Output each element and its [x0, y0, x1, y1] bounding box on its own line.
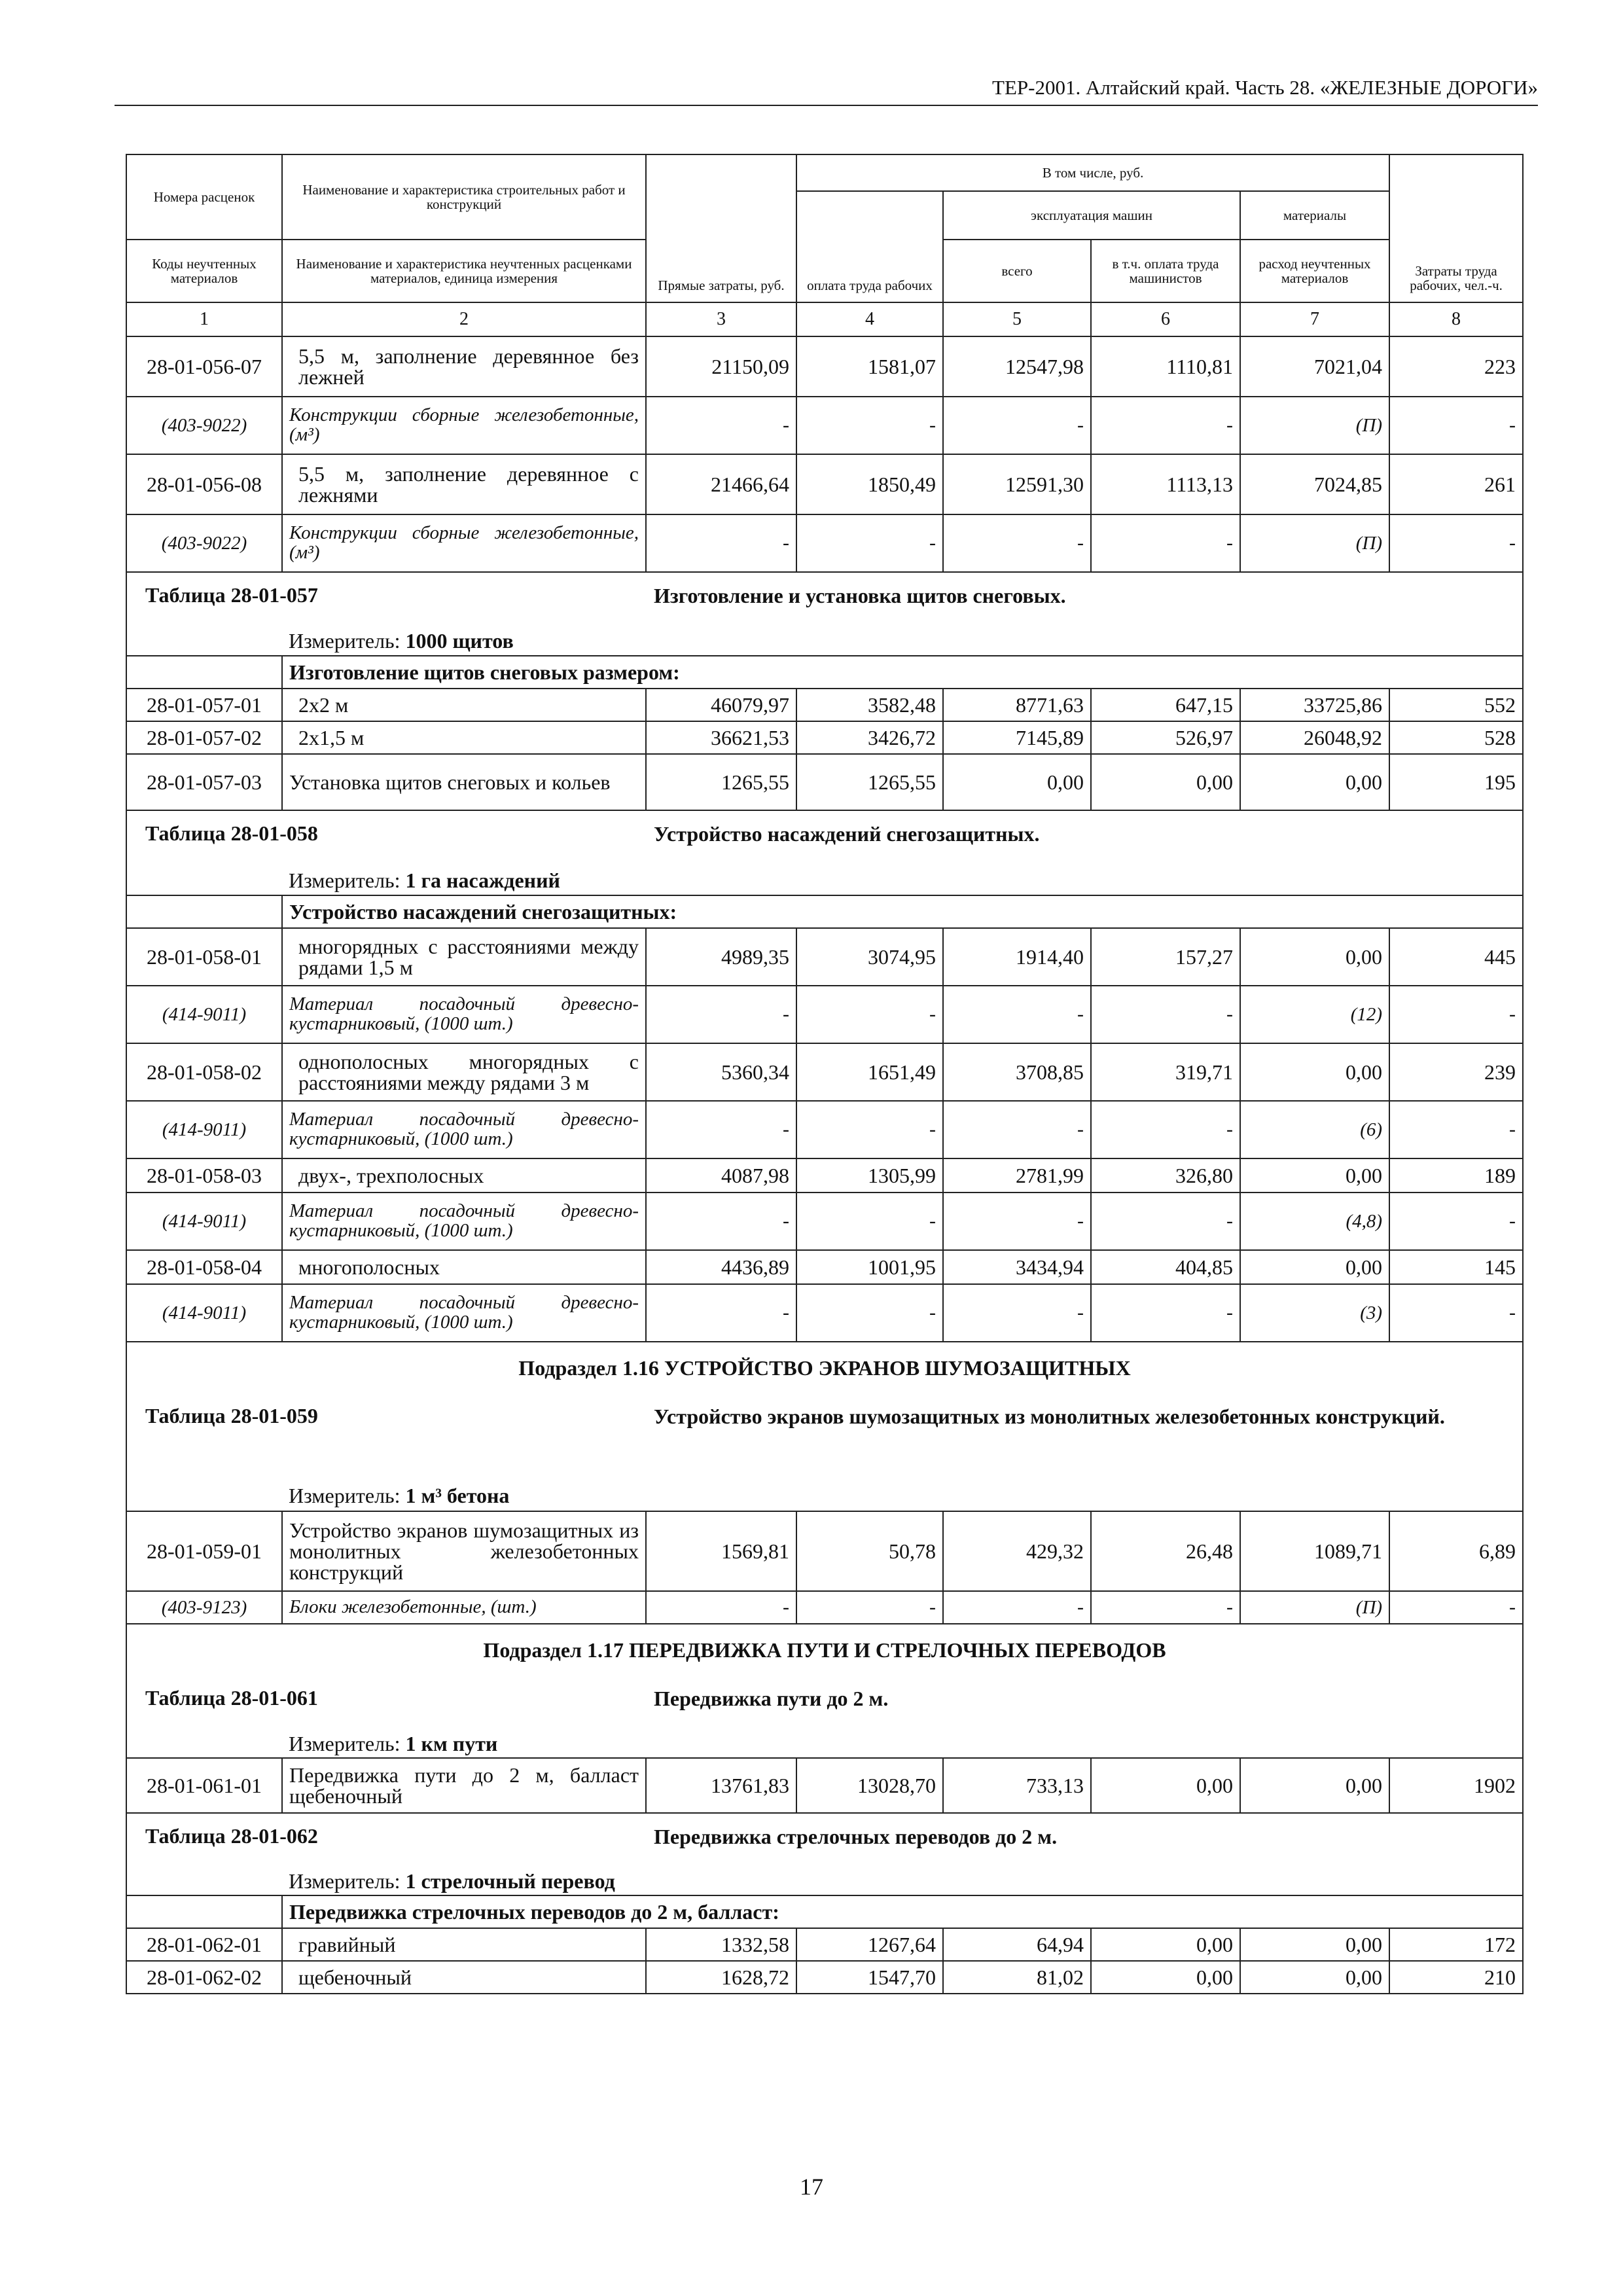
table-row	[126, 689, 1523, 721]
material-code: (414-9011)	[126, 1193, 282, 1250]
rate-name: 2х2 м	[282, 689, 646, 721]
cell-value: 1581,07	[796, 336, 943, 397]
cell-value: 36621,53	[646, 721, 796, 754]
cell-value: 21150,09	[646, 336, 796, 397]
cell-value: -	[1389, 986, 1523, 1043]
table-title	[126, 1676, 1523, 1729]
group-heading: Передвижка стрелочных переводов до 2 м, балласт:	[282, 1895, 1523, 1928]
material-row	[126, 1101, 1523, 1158]
cell-value: 0,00	[1240, 1758, 1389, 1813]
cell-value: (4,8)	[1240, 1193, 1389, 1250]
cell-value: 7024,85	[1240, 454, 1389, 514]
running-header	[115, 71, 1538, 106]
cell-value: (П)	[1240, 1591, 1389, 1624]
cell-value: -	[1389, 1591, 1523, 1624]
cell-value: 261	[1389, 454, 1523, 514]
cell-value: 3074,95	[796, 928, 943, 986]
column-number: 5	[943, 302, 1091, 336]
rate-code: 28-01-058-03	[126, 1158, 282, 1193]
rate-name: многорядных с расстояниями между рядами 1,5 м	[282, 928, 646, 986]
group-heading: Устройство насаждений снегозащитных:	[282, 895, 1523, 928]
cell-value: -	[646, 1101, 796, 1158]
measure	[282, 865, 1523, 895]
measure-label: Измеритель:	[289, 868, 401, 892]
table-description: Устройство насаждений снегозащитных.	[654, 822, 1040, 846]
cell-value: 13761,83	[646, 1758, 796, 1813]
cell-value: (6)	[1240, 1101, 1389, 1158]
table-title-row	[126, 1813, 1523, 1867]
cell-value: 33725,86	[1240, 689, 1389, 721]
rate-name: щебеночный	[282, 1961, 646, 1994]
rates-table	[126, 154, 1524, 1994]
table-row	[126, 928, 1523, 986]
cell-value: 404,85	[1091, 1250, 1240, 1284]
material-code: (403-9022)	[126, 397, 282, 454]
cell-value: -	[943, 514, 1091, 572]
cell-value: 526,97	[1091, 721, 1240, 754]
page-number: 17	[800, 2174, 823, 2200]
material-row	[126, 1284, 1523, 1342]
table-description: Устройство экранов шумозащитных из монолитных железобетонных конструкций.	[654, 1405, 1445, 1428]
cell-value: -	[1389, 514, 1523, 572]
table-number: Таблица 28-01-059	[145, 1404, 318, 1427]
measure	[282, 1480, 1523, 1511]
cell-value: 0,00	[1240, 928, 1389, 986]
cell-value: 81,02	[943, 1961, 1091, 1994]
rate-name: Установка щитов снеговых и кольев	[282, 754, 646, 810]
col7-header: расход неучтенных материалов	[1240, 240, 1389, 302]
rate-code: 28-01-059-01	[126, 1511, 282, 1591]
table-title-row	[126, 810, 1523, 865]
cell-value: -	[943, 986, 1091, 1043]
column-number: 3	[646, 302, 796, 336]
cell-value: -	[1091, 986, 1240, 1043]
cell-value: 0,00	[1240, 1043, 1389, 1101]
cell-value: 3708,85	[943, 1043, 1091, 1101]
cell-value: -	[1389, 397, 1523, 454]
measure-unit: 1 км пути	[405, 1731, 498, 1755]
cell-value: 2781,99	[943, 1158, 1091, 1193]
cell-value: 46079,97	[646, 689, 796, 721]
cell-value: 1628,72	[646, 1961, 796, 1994]
rate-code: 28-01-057-02	[126, 721, 282, 754]
table-row	[126, 1158, 1523, 1193]
rate-name: Передвижка пути до 2 м, балласт щебеночный	[282, 1758, 646, 1813]
measure-unit: 1000 щитов	[405, 628, 514, 653]
column-number: 4	[796, 302, 943, 336]
cell-value: -	[646, 1193, 796, 1250]
rate-name: 5,5 м, заполнение деревянное с лежнями	[282, 454, 646, 514]
material-row	[126, 1591, 1523, 1624]
cell-value: -	[796, 1101, 943, 1158]
cell-value: 239	[1389, 1043, 1523, 1101]
measure-row	[126, 865, 1523, 895]
cell-value: 0,00	[943, 754, 1091, 810]
cell-value: -	[646, 1284, 796, 1342]
col5-header: всего	[943, 240, 1091, 302]
measure	[282, 1867, 1523, 1895]
cell-value: 0,00	[1240, 1250, 1389, 1284]
rate-code: 28-01-058-02	[126, 1043, 282, 1101]
cell-value: -	[796, 514, 943, 572]
cell-value: -	[943, 1591, 1091, 1624]
cell-value: -	[796, 1193, 943, 1250]
material-name: Материал посадочный древесно-кустарниковый, (1000 шт.)	[282, 986, 646, 1043]
cell-value: -	[646, 514, 796, 572]
cell-value: 0,00	[1240, 754, 1389, 810]
cell-value: 1902	[1389, 1758, 1523, 1813]
materials-header: материалы	[1240, 191, 1389, 240]
table-row	[126, 721, 1523, 754]
cell-value: 0,00	[1240, 1158, 1389, 1193]
col1-header-top: Номера расценок	[126, 154, 282, 240]
table-description: Передвижка пути до 2 м.	[654, 1687, 889, 1710]
cell-value: 1089,71	[1240, 1511, 1389, 1591]
material-row	[126, 397, 1523, 454]
cell-value: -	[646, 397, 796, 454]
cell-value: 50,78	[796, 1511, 943, 1591]
measure-row	[126, 1729, 1523, 1758]
material-code: (403-9123)	[126, 1591, 282, 1624]
cell-value: 3434,94	[943, 1250, 1091, 1284]
subsection-row	[126, 1342, 1523, 1393]
cell-value: -	[1091, 397, 1240, 454]
cell-value: 445	[1389, 928, 1523, 986]
cell-value: 1110,81	[1091, 336, 1240, 397]
cell-value: 6,89	[1389, 1511, 1523, 1591]
cell-value: 4436,89	[646, 1250, 796, 1284]
cell-value: (П)	[1240, 397, 1389, 454]
material-code: (414-9011)	[126, 986, 282, 1043]
rate-name: двух-, трехполосных	[282, 1158, 646, 1193]
measure-unit: 1 м³ бетона	[405, 1483, 510, 1507]
material-name: Материал посадочный древесно-кустарниковый, (1000 шт.)	[282, 1193, 646, 1250]
header-title: ТЕР-2001. Алтайский край. Часть 28. «ЖЕЛЕЗНЫЕ ДОРОГИ»	[992, 76, 1538, 99]
col6-header: в т.ч. оплата труда машинистов	[1091, 240, 1240, 302]
cell-value: 7145,89	[943, 721, 1091, 754]
cell-value: 1305,99	[796, 1158, 943, 1193]
cell-value: 733,13	[943, 1758, 1091, 1813]
column-number: 7	[1240, 302, 1389, 336]
column-number: 1	[126, 302, 282, 336]
cell-value: -	[796, 397, 943, 454]
measure-label: Измеритель:	[289, 1731, 401, 1755]
cell-value: -	[1389, 1193, 1523, 1250]
cell-value: 12547,98	[943, 336, 1091, 397]
cell-value: (12)	[1240, 986, 1389, 1043]
table-row	[126, 1961, 1523, 1994]
cell-value: 21466,64	[646, 454, 796, 514]
table-header-row	[126, 154, 1523, 191]
cell-value: -	[943, 1284, 1091, 1342]
col4-header: оплата труда рабочих	[796, 191, 943, 302]
table-row	[126, 336, 1523, 397]
measure-row	[126, 1480, 1523, 1511]
table-number: Таблица 28-01-058	[145, 821, 318, 845]
table-row	[126, 1043, 1523, 1101]
rate-code: 28-01-056-08	[126, 454, 282, 514]
table-row	[126, 1928, 1523, 1961]
cell-value: -	[646, 1591, 796, 1624]
cell-value: 64,94	[943, 1928, 1091, 1961]
cell-value: -	[1091, 1193, 1240, 1250]
table-title-row	[126, 1676, 1523, 1729]
material-name: Конструкции сборные железобетонные, (м³)	[282, 514, 646, 572]
incl-header: В том числе, руб.	[796, 154, 1389, 191]
material-name: Конструкции сборные железобетонные, (м³)	[282, 397, 646, 454]
cell-value: -	[796, 1284, 943, 1342]
table-title	[126, 1813, 1523, 1867]
cell-value: (3)	[1240, 1284, 1389, 1342]
measure	[282, 626, 1523, 656]
col2-header-top: Наименование и характеристика строительных работ и конструкций	[282, 154, 646, 240]
cell-value: -	[1091, 1101, 1240, 1158]
subsection-row	[126, 1624, 1523, 1676]
cell-value: 1569,81	[646, 1511, 796, 1591]
cell-value: 1332,58	[646, 1928, 796, 1961]
cell-value: 552	[1389, 689, 1523, 721]
table-row	[126, 1511, 1523, 1591]
cell-value: 1001,95	[796, 1250, 943, 1284]
col8-header: Затраты труда рабочих, чел.-ч.	[1389, 154, 1523, 302]
cell-value: 1547,70	[796, 1961, 943, 1994]
rate-name: 2х1,5 м	[282, 721, 646, 754]
table-title	[126, 810, 1523, 865]
table-number: Таблица 28-01-057	[145, 583, 318, 607]
cell-value: -	[943, 397, 1091, 454]
cell-value: -	[1091, 514, 1240, 572]
cell-value: 3426,72	[796, 721, 943, 754]
cell-value: 195	[1389, 754, 1523, 810]
column-number: 6	[1091, 302, 1240, 336]
rate-name: гравийный	[282, 1928, 646, 1961]
material-code: (414-9011)	[126, 1101, 282, 1158]
measure-label: Измеритель:	[289, 1483, 401, 1507]
table-description: Передвижка стрелочных переводов до 2 м.	[654, 1825, 1058, 1848]
machines-header: эксплуатация машин	[943, 191, 1240, 240]
cell-value: 210	[1389, 1961, 1523, 1994]
cell-value: 223	[1389, 336, 1523, 397]
cell-value: -	[796, 1591, 943, 1624]
cell-value: -	[1389, 1284, 1523, 1342]
rate-code: 28-01-062-02	[126, 1961, 282, 1994]
cell-value: 1850,49	[796, 454, 943, 514]
cell-value: -	[1389, 1101, 1523, 1158]
cell-value: 647,15	[1091, 689, 1240, 721]
rate-code: 28-01-057-03	[126, 754, 282, 810]
measure-unit: 1 га насаждений	[405, 868, 560, 892]
column-number: 2	[282, 302, 646, 336]
table-row	[126, 1758, 1523, 1813]
cell-value: 326,80	[1091, 1158, 1240, 1193]
cell-value: -	[646, 986, 796, 1043]
cell-value: 12591,30	[943, 454, 1091, 514]
table-number: Таблица 28-01-061	[145, 1686, 318, 1710]
cell-value: -	[796, 986, 943, 1043]
measure	[282, 1729, 1523, 1758]
cell-value: 1267,64	[796, 1928, 943, 1961]
rate-code: 28-01-056-07	[126, 336, 282, 397]
cell-value: 13028,70	[796, 1758, 943, 1813]
cell-value: -	[943, 1101, 1091, 1158]
cell-value: 3582,48	[796, 689, 943, 721]
cell-value: 0,00	[1240, 1928, 1389, 1961]
group-row	[126, 656, 1523, 689]
cell-value: 429,32	[943, 1511, 1091, 1591]
material-name: Материал посадочный древесно-кустарниковый, (1000 шт.)	[282, 1284, 646, 1342]
cell-value: 5360,34	[646, 1043, 796, 1101]
measure-label: Измеритель:	[289, 1869, 401, 1893]
cell-value: 7021,04	[1240, 336, 1389, 397]
rate-name: 5,5 м, заполнение деревянное без лежней	[282, 336, 646, 397]
material-row	[126, 1193, 1523, 1250]
table-title	[126, 572, 1523, 626]
col2-header-bottom: Наименование и характеристика неучтенных расценками материалов, единица измерения	[282, 240, 646, 302]
cell-value: -	[1091, 1284, 1240, 1342]
cell-value: 145	[1389, 1250, 1523, 1284]
subsection-heading: Подраздел 1.17 ПЕРЕДВИЖКА ПУТИ И СТРЕЛОЧНЫХ ПЕРЕВОДОВ	[126, 1624, 1523, 1676]
cell-value: 528	[1389, 721, 1523, 754]
rate-code: 28-01-061-01	[126, 1758, 282, 1813]
table-row	[126, 754, 1523, 810]
column-numbers-row	[126, 302, 1523, 336]
table-number: Таблица 28-01-062	[145, 1824, 318, 1848]
cell-value: 26048,92	[1240, 721, 1389, 754]
cell-value: 1914,40	[943, 928, 1091, 986]
group-heading: Изготовление щитов снеговых размером:	[282, 656, 1523, 689]
cell-value: 1651,49	[796, 1043, 943, 1101]
table-title	[126, 1393, 1523, 1480]
subsection-heading: Подраздел 1.16 УСТРОЙСТВО ЭКРАНОВ ШУМОЗАЩИТНЫХ	[126, 1342, 1523, 1393]
cell-value: 0,00	[1091, 754, 1240, 810]
material-row	[126, 514, 1523, 572]
measure-row	[126, 626, 1523, 656]
material-code: (414-9011)	[126, 1284, 282, 1342]
table-title-row	[126, 1393, 1523, 1480]
table-row	[126, 1250, 1523, 1284]
material-code: (403-9022)	[126, 514, 282, 572]
material-row	[126, 986, 1523, 1043]
cell-value: 8771,63	[943, 689, 1091, 721]
cell-value: 0,00	[1240, 1961, 1389, 1994]
cell-value: -	[943, 1193, 1091, 1250]
cell-value: 0,00	[1091, 1928, 1240, 1961]
material-name: Материал посадочный древесно-кустарниковый, (1000 шт.)	[282, 1101, 646, 1158]
cell-value: (П)	[1240, 514, 1389, 572]
table-description: Изготовление и установка щитов снеговых.	[654, 584, 1066, 607]
cell-value: 0,00	[1091, 1758, 1240, 1813]
table-title-row	[126, 572, 1523, 626]
cell-value: 26,48	[1091, 1511, 1240, 1591]
cell-value: 1265,55	[796, 754, 943, 810]
rate-name: однополосных многорядных с расстояниями между рядами 3 м	[282, 1043, 646, 1101]
measure-unit: 1 стрелочный перевод	[405, 1869, 615, 1893]
cell-value: 1113,13	[1091, 454, 1240, 514]
material-name: Блоки железобетонные, (шт.)	[282, 1591, 646, 1624]
rate-code: 28-01-057-01	[126, 689, 282, 721]
column-number: 8	[1389, 302, 1523, 336]
cell-value: 319,71	[1091, 1043, 1240, 1101]
cell-value: 4087,98	[646, 1158, 796, 1193]
cell-value: 0,00	[1091, 1961, 1240, 1994]
measure-row	[126, 1867, 1523, 1895]
table-row	[126, 454, 1523, 514]
col3-header: Прямые затраты, руб.	[646, 154, 796, 302]
col1-header-bottom: Коды неучтенных материалов	[126, 240, 282, 302]
cell-value: 1265,55	[646, 754, 796, 810]
rate-name: многополосных	[282, 1250, 646, 1284]
cell-value: -	[1091, 1591, 1240, 1624]
cell-value: 189	[1389, 1158, 1523, 1193]
cell-value: 157,27	[1091, 928, 1240, 986]
group-row	[126, 1895, 1523, 1928]
rate-code: 28-01-058-01	[126, 928, 282, 986]
rate-name: Устройство экранов шумозащитных из монолитных железобетонных конструкций	[282, 1511, 646, 1591]
rate-code: 28-01-062-01	[126, 1928, 282, 1961]
rate-code: 28-01-058-04	[126, 1250, 282, 1284]
measure-label: Измеритель:	[289, 628, 401, 653]
cell-value: 172	[1389, 1928, 1523, 1961]
cell-value: 4989,35	[646, 928, 796, 986]
group-row	[126, 895, 1523, 928]
